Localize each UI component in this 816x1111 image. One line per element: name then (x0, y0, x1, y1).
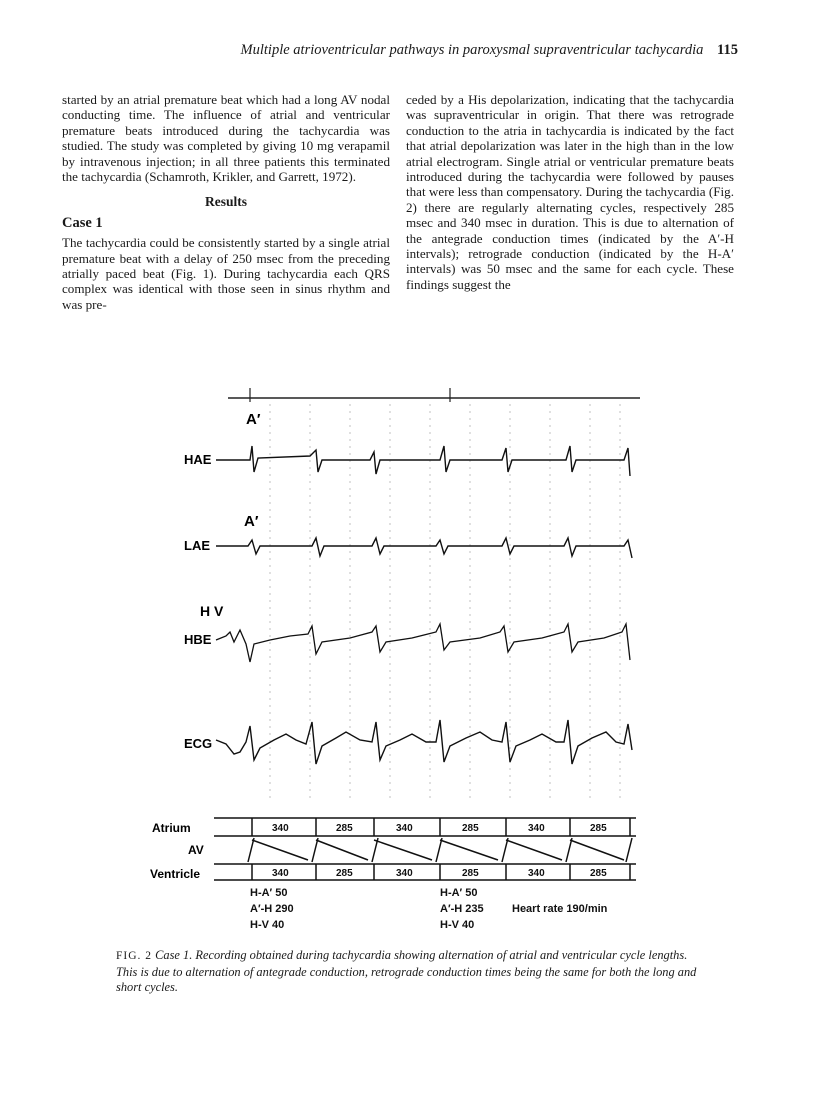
caption-label: FIG. 2 (116, 950, 153, 962)
ventricle-cycle-4: 285 (462, 868, 479, 879)
ventricle-cycle-5: 340 (528, 868, 545, 879)
a-prime-marker-lae: A′ (244, 513, 259, 530)
trace-label-ecg: ECG (184, 736, 213, 751)
atrium-cycle-6: 285 (590, 823, 607, 834)
ladder-label-ventricle: Ventricle (150, 867, 201, 881)
trace-label-hae: HAE (184, 452, 212, 467)
atrium-cycle-5: 340 (528, 823, 545, 834)
timing-marker-line (228, 388, 640, 402)
interval-right-hv: H-V 40 (440, 919, 475, 931)
ventricle-cycle-2: 285 (336, 868, 353, 879)
running-head-title: Multiple atrioventricular pathways in paroxysmal supraventricular tachycardia (240, 42, 704, 58)
interval-left-ha: H-A′ 50 (250, 887, 288, 899)
hv-marker: H V (200, 603, 224, 619)
right-column (406, 92, 734, 292)
results-heading: Results (204, 194, 247, 210)
ventricle-cycle-1: 340 (272, 868, 289, 879)
ladder-conduction-lines (248, 818, 632, 880)
case-heading: Case 1 (62, 214, 103, 231)
atrium-cycle-2: 285 (336, 823, 353, 834)
body-paragraph: The tachycardia could be consistently started by a single atrial premature beat with a delay of 250 msec from the preceding atrially paced beat (Fig. 1). During tachycardia each QRS complex was identical with those seen in sinus rhythm and was pre- (62, 235, 390, 312)
running-head (62, 42, 738, 59)
ventricle-cycle-3: 340 (396, 868, 413, 879)
atrium-cycle-4: 285 (462, 823, 479, 834)
left-column (62, 92, 390, 312)
interval-right-ha: H-A′ 50 (440, 887, 478, 899)
ecg-trace (216, 720, 632, 764)
atrium-cycle-3: 340 (396, 823, 413, 834)
body-paragraph: ceded by a His depolarization, indicating that the tachycardia was supraventricular in origin. That there was retrograde conduction to the atria in tachycardia is indicated by the fact that atrial depolarization was later in the high than in the low atrial electrogram. Single atrial or ventricular premature beats introduced during the tachycardia were followed by pauses that were less than compensatory. During the tachycardia (Fig. 2) there are regularly alternating cycles, respectively 285 msec and 340 msec in duration. This is due to alternation of the antegrade conduction times (indicated by the A′-H intervals); retrograde conduction (indicated by the H-A′ intervals) was 50 msec and the same for each cycle. These findings suggest the (406, 92, 734, 292)
figure-caption (116, 948, 700, 996)
ladder-label-atrium: Atrium (152, 821, 191, 835)
heart-rate: Heart rate 190/min (512, 903, 608, 915)
trace-label-hbe: HBE (184, 632, 212, 647)
atrium-cycle-1: 340 (272, 823, 289, 834)
caption-text: Case 1. Recording obtained during tachycardia showing alternation of atrial and ventricular cycle lengths. This is due to alternation of antegrade conduction, retrograde conduction times being the same for both the long and short cycles. (116, 948, 697, 995)
interval-left-hv: H-V 40 (250, 919, 285, 931)
a-prime-marker-hae: A′ (246, 411, 261, 428)
ecg-recording-figure (150, 380, 650, 940)
body-paragraph: started by an atrial premature beat which had a long AV nodal conducting time. The influence of atrial and ventricular premature beats introduced during the tachycardia was studied. The study was completed by giving 10 mg verapamil by intravenous injection; in all three patients this terminated the tachycardia (Schamroth, Krikler, and Garrett, 1972). (62, 92, 390, 185)
lae-trace (216, 538, 632, 558)
hae-trace (216, 446, 630, 476)
ventricle-cycle-6: 285 (590, 868, 607, 879)
figure-2 (150, 380, 650, 940)
interval-right-ah: A′-H 235 (440, 903, 484, 915)
hbe-trace (216, 624, 630, 662)
interval-left-ah: A′-H 290 (250, 903, 294, 915)
page-number: 115 (717, 42, 738, 58)
trace-label-lae: LAE (184, 538, 210, 553)
ladder-label-av: AV (188, 843, 204, 857)
